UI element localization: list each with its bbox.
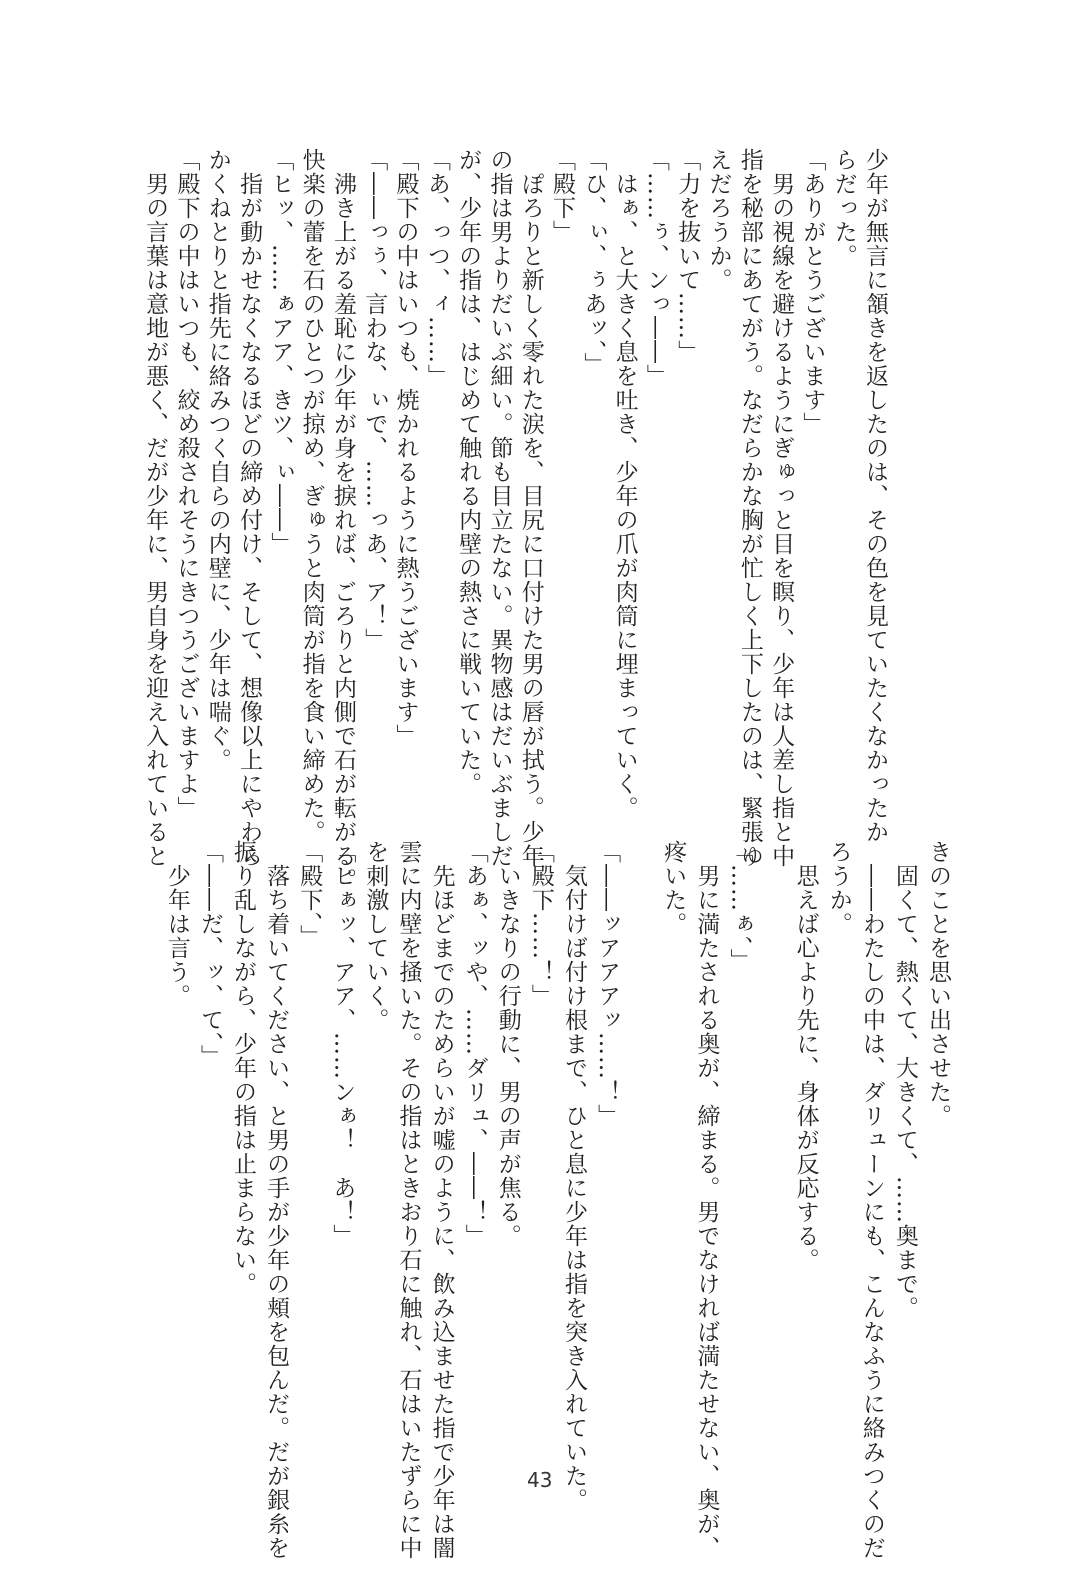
text-line bbox=[623, 840, 656, 1420]
text-line: 「……ぁ、」 bbox=[726, 840, 753, 973]
text-line: 「――っぅ、言わな、ぃで、……っあ、ア！」 bbox=[361, 148, 388, 652]
text-line: 「殿下」 bbox=[549, 148, 576, 244]
text-line bbox=[755, 840, 788, 1420]
text-line: 雲に内壁を掻いた。その指はときおり石に触れ、石はいたずらに中 bbox=[395, 840, 422, 1560]
text-line: 「殿下の中はいつも、絞め殺されそうにきつうございますよ」 bbox=[173, 148, 200, 820]
text-line: が、少年の指は、はじめて触れる内壁の熱さに戦いていた。 bbox=[455, 148, 482, 796]
text-line: 気付けば付け根まで、ひと息に少年は指を突き入れていた。 bbox=[560, 840, 587, 1512]
text-line: 指が動かせなくなるほどの締め付け、そして、想像以上にやわら bbox=[236, 148, 263, 868]
text-line: えだろうか。 bbox=[705, 148, 732, 292]
text-line: 「殿下、」 bbox=[296, 840, 323, 949]
text-line: 少年は言う。 bbox=[163, 840, 190, 1008]
text-line: 「ひ、ぃ、ぅあッ、」 bbox=[580, 148, 607, 377]
text-line: 「力を抜いて……」 bbox=[674, 148, 701, 364]
text-line: かくねとりと指先に絡みつく自らの内壁に、少年は喘ぐ。 bbox=[204, 148, 231, 772]
text-line: 固くて、熱くて、大きくて、……奥まで。 bbox=[891, 840, 918, 1320]
text-line: を刺激していく。 bbox=[362, 840, 389, 1032]
text-line: 「――だ、ッ、て、」 bbox=[196, 840, 223, 1069]
text-line: 「ありがとうございます」 bbox=[799, 148, 826, 436]
text-line: 疼いた。 bbox=[660, 840, 687, 936]
text-line: ――わたしの中は、ダリューンにも、こんなふうに絡みつくのだ bbox=[858, 840, 885, 1560]
text-line: 先ほどまでのためらいが嘘のように、飲み込ませた指で少年は闇 bbox=[428, 840, 455, 1560]
text-line: 男の視線を避けるようにぎゅっと目を瞑り、少年は人差し指と中 bbox=[768, 148, 795, 868]
text-line: 「あ、っつ、ィ……」 bbox=[423, 148, 450, 388]
text-line: 少年が無言に頷きを返したのは、その色を見ていたくなかったか bbox=[862, 148, 888, 844]
text-line: いきなりの行動に、男の声が焦る。 bbox=[494, 840, 521, 1248]
text-line: 男の言葉は意地が悪く、だが少年に、男自身を迎え入れていると bbox=[142, 148, 169, 868]
text-line: はぁ、と大きく息を吐き、少年の爪が肉筒に埋まっていく。 bbox=[611, 148, 638, 820]
text-line: 「――ッアアアッ……！」 bbox=[594, 840, 621, 1128]
text-line: 「……ぅ、ンっ――」 bbox=[642, 148, 669, 388]
text-line: 「殿下……！」 bbox=[527, 840, 554, 1008]
text-line: 沸き上がる羞恥に少年が身を捩れば、ごろりと内側で石が転がる。 bbox=[329, 148, 356, 892]
text-line: 快楽の蕾を石のひとつが掠め、ぎゅうと肉筒が指を食い締めた。 bbox=[298, 148, 325, 844]
text-line: 「あぁ、ッや、……ダリュ、――！」 bbox=[461, 840, 488, 1248]
text-line: 落ち着いてください、と男の手が少年の頬を包んだ。だが銀糸を bbox=[263, 840, 290, 1560]
text-line: 「ヒぁッ、アア、……ンぁ！ あ！」 bbox=[329, 840, 356, 1248]
text-line: ぽろりと新しく零れた涙を、目尻に口付けた男の唇が拭う。少年 bbox=[517, 148, 544, 868]
text-line: ろうか。 bbox=[825, 840, 852, 936]
text-line: の指は男よりだいぶ細い。節も目立たない。異物感はだいぶましだ bbox=[486, 148, 513, 868]
page-number: 43 bbox=[527, 1468, 553, 1492]
text-line: 指を秘部にあてがう。なだらかな胸が忙しく上下したのは、緊張ゆ bbox=[736, 148, 763, 868]
text-line: 男に満たされる奥が、締まる。男でなければ満たせない、奥が、 bbox=[693, 840, 720, 1560]
text-line: きのことを思い出させた。 bbox=[925, 840, 951, 1128]
text-line: 「殿下の中はいつも、焼かれるように熱うございます」 bbox=[392, 148, 419, 748]
text-line: らだった。 bbox=[830, 148, 857, 268]
text-line: 振り乱しながら、少年の指は止まらない。 bbox=[230, 840, 257, 1296]
text-line: 思えば心より先に、身体が反応する。 bbox=[792, 840, 819, 1272]
text-line: 「ヒッ、……ぁアア、きツ、ぃ――」 bbox=[267, 148, 294, 556]
